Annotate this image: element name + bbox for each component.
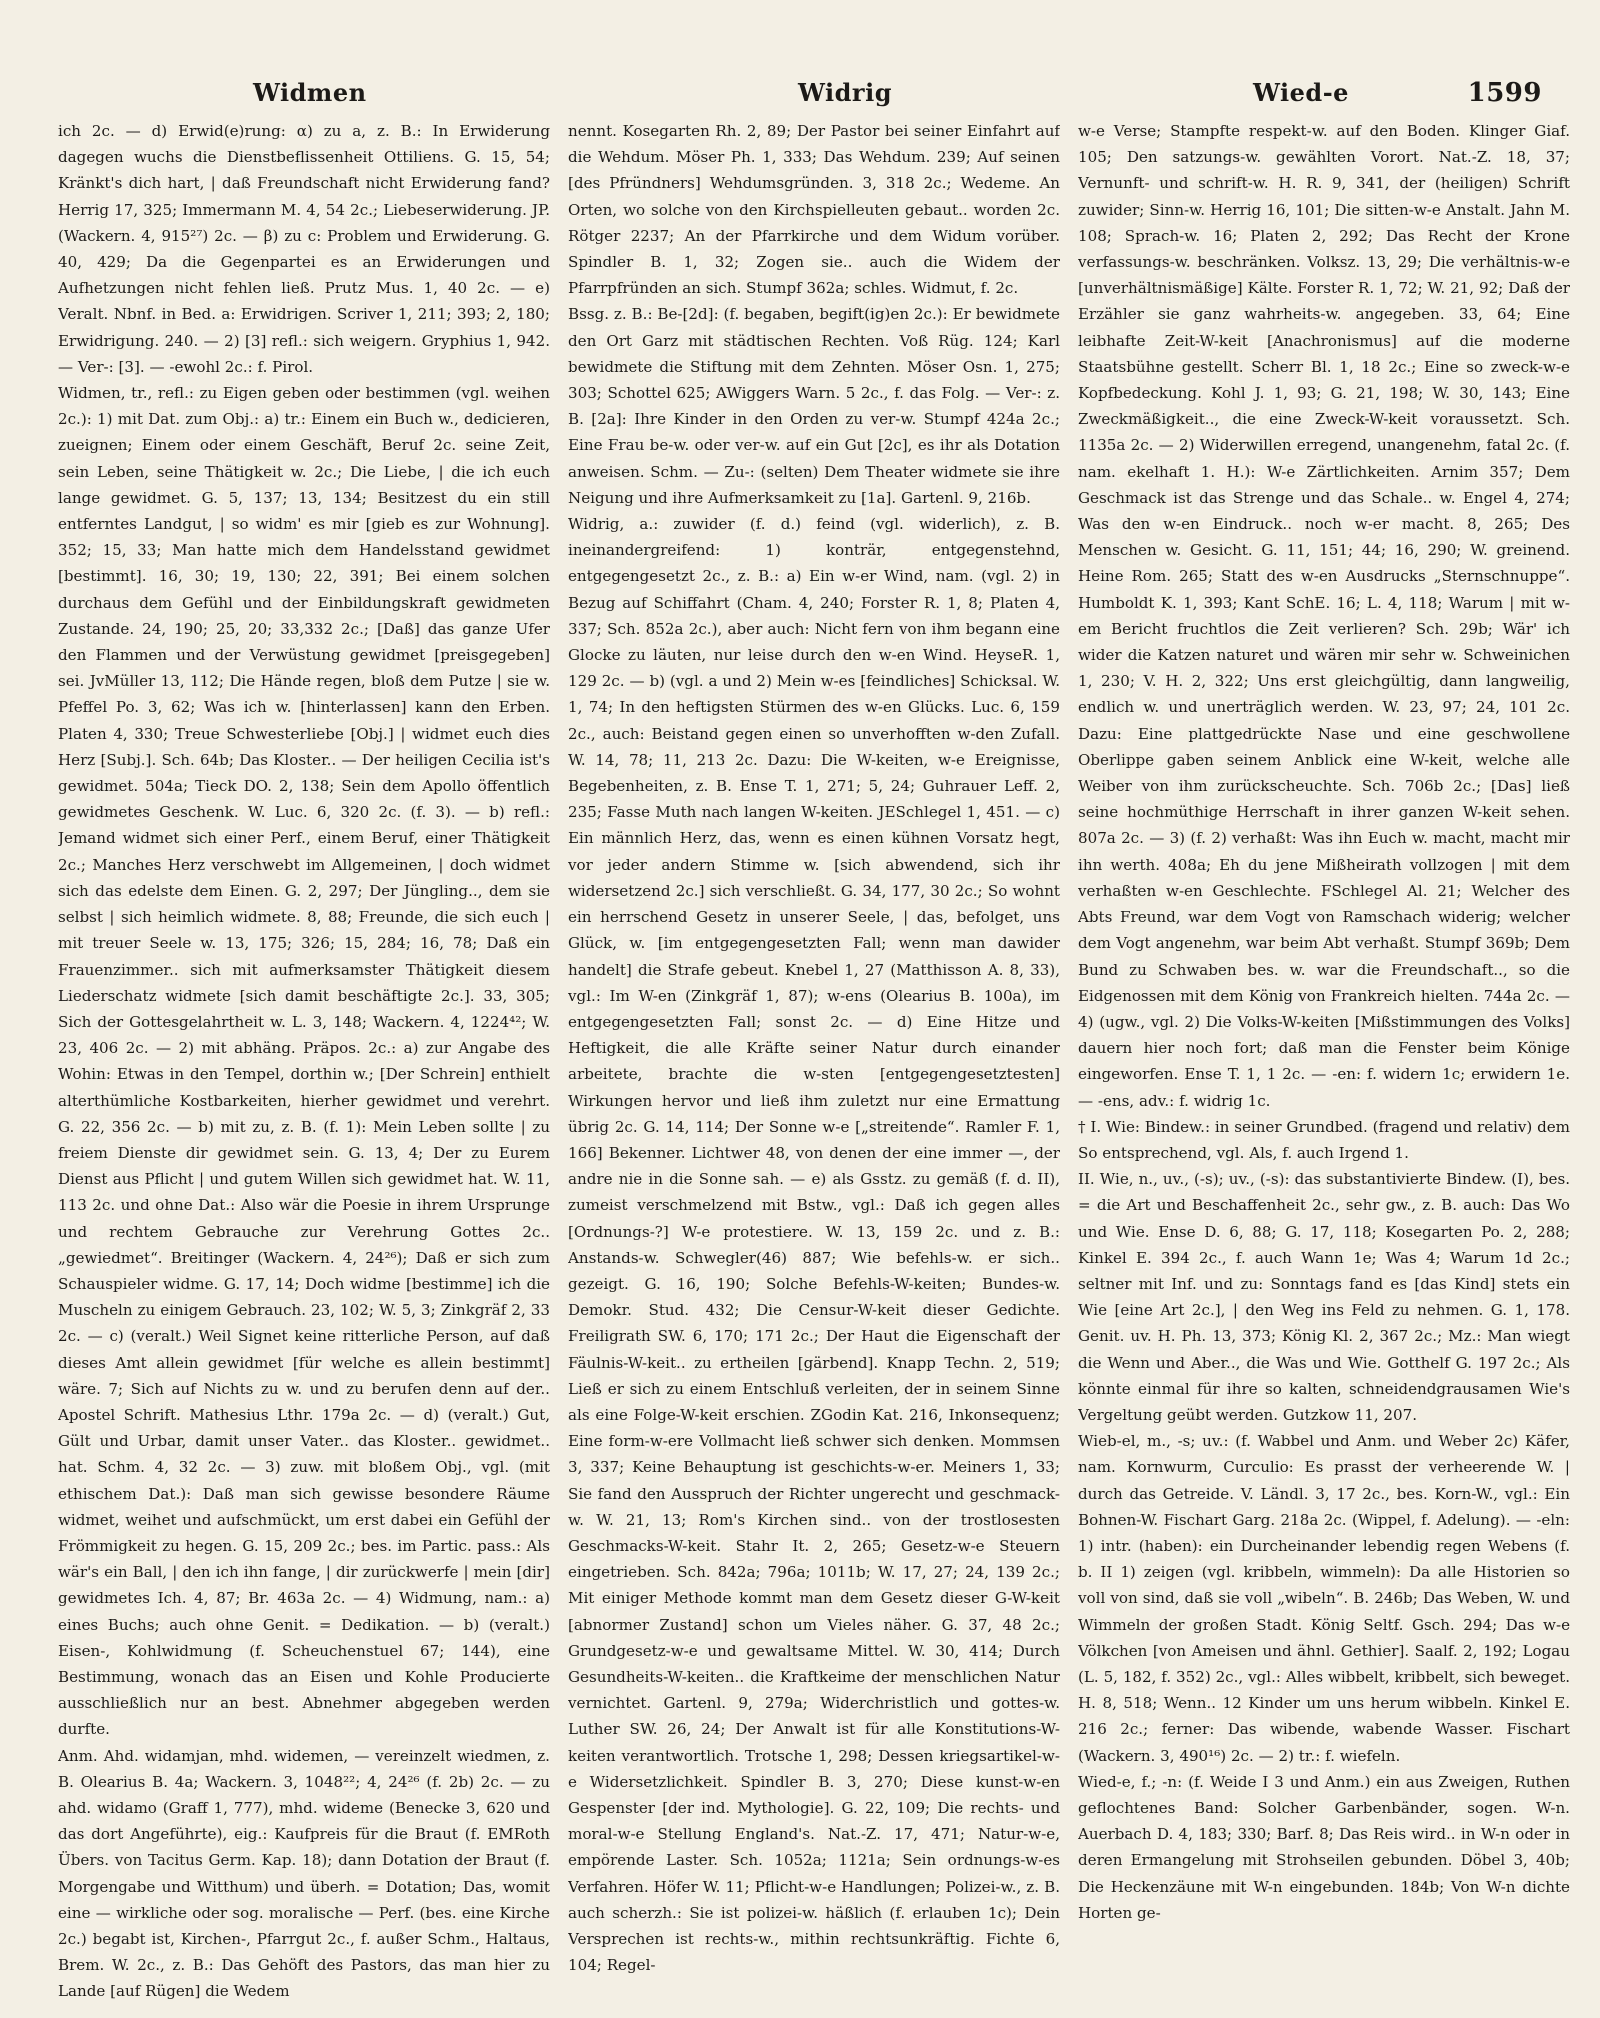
- entry-wie-noun: II. Wie, n., uv., (-s); uv., (-s): das substantivierte Bindew. (I), bes. = die Art und Beschaffenheit 2c., sehr gw., z. B. auch: Das Wo und Wie. Ense D. 6, 88; G. 17, 118; Kosegarten Po. 2, 288; Kinkel E. 394 2c., f. auch Wann 1e; Was 4; Warum 1d 2c.; seltner mit Inf. und zu: Sonntags fand es [das Kind] stets ein Wie [eine Art 2c.], | den Weg ins Feld zu nehmen. G. 1, 178. Genit. uv. H. Ph. 13, 373; König Kl. 2, 367 2c.; Mz.: Man wiegt die Wenn und Aber.., die Was und Wie. Gotthelf G. 197 2c.; Als könnte einmal für ihre so kalten, schneidendgrausamen Wie's Vergeltung geübt werden. Gutzkow 11, 207.: [1078, 1170, 1570, 1424]
- header-right-catchword: Wied-e: [1253, 78, 1349, 107]
- entry-widrig: Widrig, a.: zuwider (f. d.) feind (vgl. widerlich), z. B. ineinandergreifend: 1) konträr, entgegenstehnd, entgegengesetzt 2c., z. B.: a) Ein w-er Wind, nam. (vgl. 2) in Bezug auf Schiffahrt (Cham. 4, 240; Forster R. 1, 8; Platen 4, 337; Sch. 852a 2c.), aber auch: Nicht fern von ihm begann eine Glocke zu läuten, nur leise durch den w-en Wind. HeyseR. 1, 129 2c. — b) (vgl. a und 2) Mein w-es [feindliches] Schicksal. W. 1, 74; In den heftigsten Stürmen des w-en Glücks. Luc. 6, 159 2c., auch: Beistand gegen einen so unverhofften w-den Zufall. W. 14, 78; 11, 213 2c. Dazu: Die W-keiten, w-e Ereignisse, Begebenheiten, z. B. Ense T. 1, 271; 5, 24; Guhrauer Leff. 2, 235; Fasse Muth nach langen W-keiten. JESchlegel 1, 451. — c) Ein männlich Herz, das, wenn es einen kühnen Vorsatz hegt, vor jeder andern Stimme w. [sich abwendend, sich ihr widersetzend 2c.] sich verschließt. G. 34, 177, 30 2c.; So wohnt ein herrschend Gesetz in unserer Seele, | das, befolget, uns Glück, w. [im entgegengesetzten Fall; wenn man dawider handelt] die Strafe gebeut. Knebel 1, 27 (Matthisson A. 8, 33), vgl.: Im W-en (Zinkgräf 1, 87); w-ens (Olearius B. 100a), im entgegengesetzten Fall; sonst 2c. — d) Eine Hitze und Heftigkeit, die alle Kräfte seiner Natur durch einander arbeitete, brachte die w-sten [entgegengesetztesten] Wirkungen hervor und ließ ihm zuletzt nur eine Ermattung übrig 2c. G. 14, 114; Der Sonne w-e [„streitende“. Ramler F. 1, 166] Bekenner. Lichtwer 48, von denen der eine immer —, der andre nie in die Sonne sah. — e) als Gsstz. zu gemäß (f. d. II), zumeist verschmelzend mit Bstw., vgl.: Daß ich gegen alles [Ordnungs-?] W-e protestiere. W. 13, 159 2c. und z. B.: Anstands-w. Schwegler(46) 887; Wie befehls-w. er sich.. gezeigt. G. 16, 190; Solche Befehls-W-keiten; Bundes-w. Demokr. Stud. 432; Die Censur-W-keit dieser Gedichte. Freiligrath SW. 6, 170; 171 2c.; Der Haut die Eigenschaft der Fäulnis-W-keit.. zu ertheilen [gärbend]. Knapp Techn. 2, 519; Ließ er sich zu einem Entschluß verleiten, der in seinem Sinne als eine Folge-W-keit erschien. ZGodin Kat. 216, Inkonsequenz; Eine form-w-ere Vollmacht ließ schwer sich denken. Mommsen 3, 337; Keine Behauptung ist geschichts-w-er. Meiners 1, 33; Sie fand den Ausspruch der Richter ungerecht und geschmack-w. W. 21, 13; Rom's Kirchen sind.. von der trostlosesten Geschmacks-W-keit. Stahr It. 2, 265; Gesetz-w-e Steuern eingetrieben. Sch. 842a; 796a; 1011b; W. 17, 27; 24, 139 2c.; Mit einiger Methode kommt man dem Gesetz dieser G-W-keit [abnormer Zustand] schon um Vieles näher. G. 37, 48 2c.; Grundgesetz-w-e und gewaltsame Mittel. W. 30, 414; Durch Gesundheits-W-keiten.. die Kraftkeime der menschlichen Natur vernichtet. Gartenl. 9, 279a; Widerchristlich und gottes-w. Luther SW. 26, 24; Der Anwalt ist für alle Konstitutions-W-keiten verantwortlich. Trotsche 1, 298; Dessen kriegsartikel-w-e Widersetzlichkeit. Spindler B. 3, 270; Diese kunst-w-en Gespenster [der ind. Mythologie]. G. 22, 109; Die rechts- und moral-w-e Stellung England's. Nat.-Z. 17, 471; Natur-w-e, empörende Laster. Sch. 1052a; 1121a; Sein ordnungs-w-es Verfahren. Höfer W. 11; Pflicht-w-e Handlungen; Polizei-w., z. B. auch scherzh.: Sie ist polizei-w. häßlich (f. erlauben 1c); Dein Versprechen ist rechts-w., mithin rechtsunkräftig. Fichte 6, 104; Regel-: [568, 515, 1060, 1975]
- entry-widmen-note-continued: nennt. Kosegarten Rh. 2, 89; Der Pastor bei seiner Einfahrt auf die Wehdum. Möser Ph. 1, 333; Das Wehdum. 239; Auf seinen [des Pfründners] Wehdumsgründen. 3, 318 2c.; Wedeme. An Orten, wo solche von den Kirchspielleuten gebaut.. worden 2c. Rötger 2237; An der Pfarrkirche und dem Widum vorüber. Spindler B. 1, 32; Zogen sie.. auch die Widem der Pfarrpfründen an sich. Stumpf 362a; schles. Widmut, f. 2c.: [568, 122, 1060, 298]
- column-left: [58, 118, 550, 2010]
- column-right: [1078, 118, 1570, 2010]
- entry-erwiderung-continued: ich 2c. — d) Erwid(e)rung: α) zu a, z. B.: In Erwiderung dagegen wuchs die Dienstbeflissenheit Ottiliens. G. 15, 54; Kränkt's dich hart, | daß Freundschaft nicht Erwiderung fand? Herrig 17, 325; Immermann M. 4, 54 2c.; Liebeserwiderung. JP. (Wackern. 4, 915²⁷) 2c. — β) zu c: Problem und Erwiderung. G. 40, 429; Da die Gegenpartei es an Erwiderungen und Aufhetzungen nicht fehlen ließ. Prutz Mus. 1, 40 2c. — e) Veralt. Nbnf. in Bed. a: Erwidrigen. Scriver 1, 211; 393; 2, 180; Erwidrigung. 240. — 2) [3] refl.: sich weigern. Gryphius 1, 942. — Ver-: [3]. — -ewohl 2c.: f. Pirol.: [58, 122, 550, 376]
- entry-wie-conjunction: † I. Wie: Bindew.: in seiner Grundbed. (fragend und relativ) dem So entsprechend, vgl. Als, f. auch Irgend 1.: [1078, 1117, 1570, 1162]
- text-columns: [58, 118, 1570, 2010]
- entry-widmen-compounds: Bssg. z. B.: Be-[2d]: (f. begaben, begift(ig)en 2c.): Er bewidmete den Ort Garz mit städtischen Rechten. Voß Rüg. 124; Karl bewidmete die Stiftung mit dem Zehnten. Möser Osn. 1, 275; 303; Schottel 625; AWiggers Warn. 5 2c., f. das Folg. — Ver-: z. B. [2a]: Ihre Kinder in den Orden zu ver-w. Stumpf 424a 2c.; Eine Frau be-w. oder ver-w. auf ein Gut [2c], es ihr als Dotation anweisen. Schm. — Zu-: (selten) Dem Theater widmete sie ihre Neigung und ihre Aufmerksamkeit zu [1a]. Gartenl. 9, 216b.: [568, 305, 1060, 507]
- page-number: 1599: [1467, 78, 1542, 108]
- header-left-catchword: Widmen: [253, 78, 367, 107]
- entry-widmen-note: Anm. Ahd. widamjan, mhd. widemen, — vereinzelt wiedmen, z. B. Olearius B. 4a; Wackern. 3, 1048²²; 4, 24²⁶ (f. 2b) 2c. — zu ahd. widamo (Graff 1, 777), mhd. wideme (Benecke 3, 620 und das dort Angeführte), eig.: Kaufpreis für die Braut (f. EMRoth Übers. von Tacitus Germ. Kap. 18); dann Dotation der Braut (f. Morgengabe und Witthum) und überh. = Dotation; Das, womit eine — wirkliche oder sog. moralische — Perf. (bes. eine Kirche 2c.) begabt ist, Kirchen-, Pfarrgut 2c., f. außer Schm., Haltaus, Brem. W. 2c., z. B.: Das Gehöft des Pastors, das man hier zu Lande [auf Rügen] die Wedem: [58, 1746, 550, 2001]
- entry-wiebel: Wieb-el, m., -s; uv.: (f. Wabbel und Anm. und Weber 2c) Käfer, nam. Kornwurm, Curculio: Es prasst der verheerende W. | durch das Getreide. V. Ländl. 3, 17 2c., bes. Korn-W., vgl.: Ein Bohnen-W. Fischart Garg. 218a 2c. (Wippel, f. Adelung). — -eln: 1) intr. (haben): ein Durcheinander lebendig regen Webens (f. b. II 1) zeigen (vgl. kribbeln, wimmeln): Da alle Historien so voll von sind, daß sie voll „wibeln“. B. 246b; Das Weben, W. und Wimmeln der großen Stadt. König Seltf. Gsch. 294; Das w-e Völkchen [von Ameisen und ähnl. Gethier]. Saalf. 2, 192; Logau (L. 5, 182, f. 352) 2c., vgl.: Alles wibbelt, kribbelt, sich beweget. H. 8, 518; Wenn.. 12 Kinder um uns herum wibbeln. Kinkel E. 216 2c.; ferner: Das wibende, wabende Wasser. Fischart (Wackern. 3, 490¹⁶) 2c. — 2) tr.: f. wiefeln.: [1078, 1432, 1570, 1765]
- running-header: [58, 78, 1542, 112]
- entry-wiede: Wied-e, f.; -n: (f. Weide I 3 und Anm.) ein aus Zweigen, Ruthen geflochtenes Band: Solcher Garbenbänder, sogen. W-n. Auerbach D. 4, 183; 330; Barf. 8; Das Reis wird.. in W-n oder in deren Ermangelung mit Strohseilen gebunden. Döbel 3, 40b; Die Heckenzäune mit W-n eingebunden. 184b; Von W-n dichte Horten ge-: [1078, 1772, 1570, 1922]
- header-center-catchword: Widrig: [798, 78, 892, 107]
- column-middle: [568, 118, 1060, 2010]
- entry-widmen: Widmen, tr., refl.: zu Eigen geben oder bestimmen (vgl. weihen 2c.): 1) mit Dat. zum Obj.: a) tr.: Einem ein Buch w., dedicieren, zueignen; Einem oder einem Geschäft, Beruf 2c. seine Zeit, sein Leben, seine Thätigkeit w. 2c.; Die Liebe, | die ich euch lange gewidmet. G. 5, 137; 13, 134; Besitzest du ein still entferntes Landgut, | so widm' es mir [gieb es zur Wohnung]. 352; 15, 33; Man hatte mich dem Handelsstand gewidmet [bestimmt]. 16, 30; 19, 130; 22, 391; Bei einem solchen durchaus dem Gefühl und der Einbildungskraft gewidmeten Zustande. 24, 190; 25, 20; 33,332 2c.; [Daß] das ganze Ufer den Flammen und der Verwüstung gewidmet [preisgegeben] sei. JvMüller 13, 112; Die Hände regen, bloß dem Putze | sie w. Pfeffel Po. 3, 62; Was ich w. [hinterlassen] kann den Erben. Platen 4, 330; Treue Schwesterliebe [Obj.] | widmet euch dies Herz [Subj.]. Sch. 64b; Das Kloster.. — Der heiligen Cecilia ist's gewidmet. 504a; Tieck DO. 2, 138; Sein dem Apollo öffentlich gewidmetes Geschenk. W. Luc. 6, 320 2c. (f. 3). — b) refl.: Jemand widmet sich einer Perf., einem Beruf, einer Thätigkeit 2c.; Manches Herz verschwebt im Allgemeinen, | doch widmet sich das edelste dem Einen. G. 2, 297; Der Jüngling.., dem sie selbst | sich heimlich widmete. 8, 88; Freunde, die sich euch | mit treuer Seele w. 13, 175; 326; 15, 284; 16, 78; Daß ein Frauenzimmer.. sich mit aufmerksamster Thätigkeit diesem Liederschatz widmete [sich damit beschäftigte 2c.]. 33, 305; Sich der Gottesgelahrtheit w. L. 3, 148; Wackern. 4, 1224⁴²; W. 23, 406 2c. — 2) mit abhäng. Präpos. 2c.: a) zur Angabe des Wohin: Etwas in den Tempel, dorthin w.; [Der Schrein] enthielt alterthümliche Kostbarkeiten, hierher gewidmet und verehrt. G. 22, 356 2c. — b) mit zu, z. B. (f. 1): Mein Leben sollte | zu freiem Dienste dir gewidmet sein. G. 13, 4; Der zu Eurem Dienst aus Pflicht | und gutem Willen sich gewidmet hat. W. 11, 113 2c. und ohne Dat.: Also wär die Poesie in ihrem Ursprunge und rechtem Gebrauche zur Verehrung Gottes 2c.. „gewiedmet“. Breitinger (Wackern. 4, 24²⁶); Daß er sich zum Schauspieler widme. G. 17, 14; Doch widme [bestimme] ich die Muscheln zu einigem Gebrauch. 23, 102; W. 5, 3; Zinkgräf 2, 33 2c. — c) (veralt.) Weil Signet keine ritterliche Person, auf daß dieses Amt allein gewidmet [für welche es allein bestimmt] wäre. 7; Sich auf Nichts zu w. und zu berufen denn auf der.. Apostel Schrift. Mathesius Lthr. 179a 2c. — d) (veralt.) Gut, Gült und Urbar, damit unser Vater.. das Kloster.. gewidmet.. hat. Schm. 4, 32 2c. — 3) zuw. mit bloßem Obj., vgl. (mit ethischem Dat.): Daß man sich gewisse besondere Räume widmet, weihet und aufschmückt, um erst dabei ein Gefühl der Frömmigkeit zu hegen. G. 15, 209 2c.; bes. im Partic. pass.: Als wär's ein Ball, | den ich ihn fange, | dir zurückwerfe | mein [dir] gewidmetes Ich. 4, 87; Br. 463a 2c. — 4) Widmung, nam.: a) eines Buchs; auch ohne Genit. = Dedikation. — b) (veralt.) Eisen-, Kohlwidmung (f. Scheuchenstuel 67; 144), eine Bestimmung, wonach das an Eisen und Kohle Producierte ausschließlich nur an best. Abnehmer abgegeben werden durfte.: [58, 384, 550, 1739]
- entry-widrig-continued: w-e Verse; Stampfte respekt-w. auf den Boden. Klinger Giaf. 105; Den satzungs-w. gewählten Vorort. Nat.-Z. 18, 37; Vernunft- und schrift-w. H. R. 9, 341, der (heiligen) Schrift zuwider; Sinn-w. Herrig 16, 101; Die sitten-w-e Anstalt. Jahn M. 108; Sprach-w. 16; Platen 2, 292; Das Recht der Krone verfassungs-w. beschränken. Volksz. 13, 29; Die verhältnis-w-e [unverhältnismäßige] Kälte. Forster R. 1, 72; W. 21, 92; Daß der Erzähler sie ganz wahrheits-w. angegeben. 33, 64; Eine leibhafte Zeit-W-keit [Anachronismus] auf die moderne Staatsbühne gestellt. Scherr Bl. 1, 18 2c.; Eine so zweck-w-e Kopfbedeckung. Kohl J. 1, 93; G. 21, 198; W. 30, 143; Eine Zweckmäßigkeit.., die eine Zweck-W-keit voraussetzt. Sch. 1135a 2c. — 2) Widerwillen erregend, unangenehm, fatal 2c. (f. nam. ekelhaft 1. H.): W-e Zärtlichkeiten. Arnim 357; Dem Geschmack ist das Strenge und das Schale.. w. Engel 4, 274; Was den w-en Eindruck.. noch w-er macht. 8, 265; Des Menschen w. Gesicht. G. 11, 151; 44; 16, 290; W. greinend. Heine Rom. 265; Statt des w-en Ausdrucks „Sternschnuppe“. Humboldt K. 1, 393; Kant SchE. 16; L. 4, 118; Warum | mit w-em Bericht fruchtlos die Zeit verlieren? Sch. 29b; Wär' ich wider die Katzen naturet und wären mir sehr w. Schweinichen 1, 230; V. H. 2, 322; Uns erst gleichgültig, dann langweilig, endlich w. und unerträglich werden. W. 23, 97; 24, 101 2c. Dazu: Eine plattgedrückte Nase und eine geschwollene Oberlippe gaben seinem Anblick eine W-keit, welche alle Weiber von ihm zurückscheuchte. Sch. 706b 2c.; [Das] ließ seine hochmüthige Herrschaft in ihrer ganzen W-keit sehen. 807a 2c. — 3) (f. 2) verhaßt: Was ihn Euch w. macht, macht mir ihn werth. 408a; Eh du jene Mißheirath vollzogen | mit dem verhaßten w-en Geschlechte. FSchlegel Al. 21; Welcher des Abts Freund, war dem Vogt von Ramschach widerig; welcher dem Vogt angenehm, war beim Abt verhaßt. Stumpf 369b; Dem Bund zu Schwaben bes. w. war die Freundschaft.., so die Eidgenossen mit dem König von Frankreich hielten. 744a 2c. — 4) (ugw., vgl. 2) Die Volks-W-keiten [Mißstimmungen des Volks] dauern hier noch fort; daß man die Fenster beim Könige eingeworfen. Ense T. 1, 1 2c. — -en: f. widern 1c; erwidern 1e. — -ens, adv.: f. widrig 1c.: [1078, 122, 1570, 1110]
